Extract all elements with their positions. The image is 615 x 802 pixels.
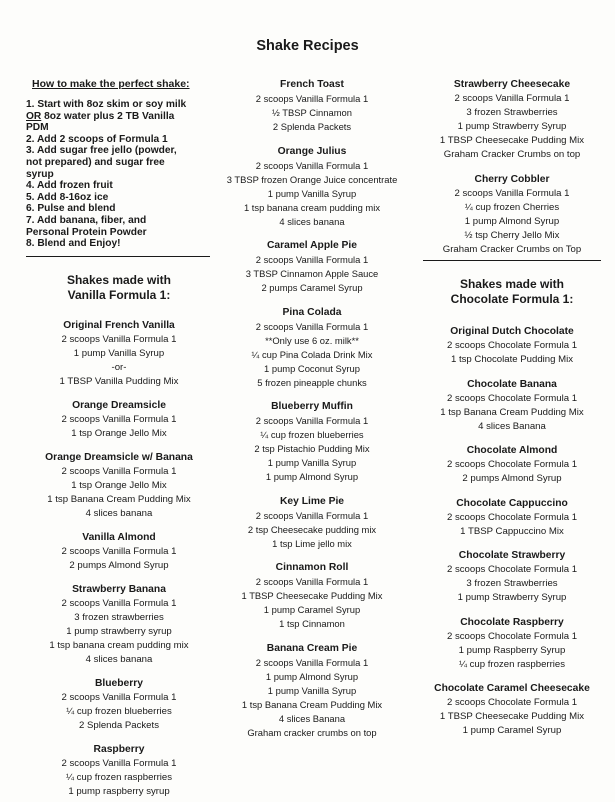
recipe-title: Original French Vanilla <box>63 319 175 331</box>
recipe-ingredient: ¼ cup frozen Cherries <box>464 202 560 213</box>
how-to-step <box>26 238 212 250</box>
recipe-card <box>222 306 402 390</box>
recipe-card <box>422 682 602 738</box>
how-to-step <box>26 157 212 169</box>
recipe-ingredient: 2 pumps Almond Syrup <box>69 559 169 571</box>
recipe-ingredient: 2 Splenda Packets <box>78 719 159 731</box>
recipe-ingredient: 1 pump Vanilla Syrup <box>267 684 357 696</box>
recipe-ingredient: 2 scoops Vanilla Formula 1 <box>61 465 177 477</box>
recipe-ingredient: 3 frozen strawberries <box>74 611 164 623</box>
recipe-ingredient: 1 tsp banana cream pudding mix <box>49 639 189 651</box>
recipe-ingredient: ½ tsp Cherry Jello Mix <box>464 230 560 241</box>
recipe-title: Strawberry Banana <box>72 583 166 595</box>
recipe-ingredient: 1 pump Coconut Syrup <box>264 362 360 374</box>
recipe-ingredient: 2 scoops Chocolate Formula 1 <box>446 630 578 642</box>
recipe-ingredient: 1 tsp Banana Cream Pudding Mix <box>241 698 383 710</box>
recipe-title: Cinnamon Roll <box>275 562 349 573</box>
how-to-step-text: 8. Blend and Enjoy! <box>26 238 121 250</box>
recipe-ingredient: 2 pumps Almond Syrup <box>462 473 562 484</box>
right-top-recipe-list <box>422 78 602 257</box>
recipe-ingredient: 4 slices Banana <box>278 712 346 724</box>
recipe-ingredient: 2 scoops Chocolate Formula 1 <box>446 459 578 470</box>
recipe-card <box>222 495 402 551</box>
recipe-card <box>222 239 402 295</box>
recipe-ingredient: 2 scoops Chocolate Formula 1 <box>446 392 578 404</box>
how-to-step-text: Personal Protein Powder <box>26 226 147 238</box>
how-to-step <box>26 145 212 157</box>
recipe-ingredient: Graham Cracker Crumbs on Top <box>442 244 582 255</box>
recipe-title: Vanilla Almond <box>82 531 156 543</box>
recipe-ingredient: 1 TBSP Cappuccino Mix <box>460 525 564 537</box>
how-to-step <box>26 192 212 204</box>
recipe-ingredient: 4 slices Banana <box>478 420 546 432</box>
how-to-step-text: syrup <box>26 168 54 180</box>
recipe-ingredient: 1 pump Strawberry Syrup <box>457 121 567 132</box>
recipe-ingredient: 3 TBSP Cinnamon Apple Sauce <box>245 268 379 279</box>
recipe-ingredient: 1 TBSP Cheesecake Pudding Mix <box>439 135 585 146</box>
recipe-ingredient: Graham cracker crumbs on top <box>247 726 377 738</box>
recipe-ingredient: 2 scoops Vanilla Formula 1 <box>61 545 177 557</box>
recipe-ingredient: 1 pump Strawberry Syrup <box>457 592 567 603</box>
recipe-ingredient: 1 tsp Orange Jello Mix <box>71 479 167 491</box>
recipe-title: Chocolate Banana <box>467 378 557 390</box>
recipe-ingredient: 1 pump Almond Syrup <box>464 216 560 227</box>
recipe-title: Raspberry <box>93 743 145 755</box>
recipe-ingredient: 2 scoops Chocolate Formula 1 <box>446 697 578 708</box>
recipe-card <box>222 642 402 740</box>
recipe-title: Strawberry Cheesecake <box>453 79 571 90</box>
recipe-ingredient: 1 TBSP Vanilla Pudding Mix <box>59 375 179 387</box>
recipe-ingredient: 2 scoops Vanilla Formula 1 <box>255 509 369 521</box>
recipe-ingredient: 2 scoops Vanilla Formula 1 <box>255 159 369 171</box>
vanilla-recipe-list <box>26 319 212 799</box>
recipe-card <box>26 319 212 389</box>
how-to-step <box>26 180 212 192</box>
recipe-card <box>422 78 602 162</box>
how-to-step <box>26 203 212 215</box>
vanilla-heading-line-2: Vanilla Formula 1: <box>67 287 171 302</box>
recipe-ingredient: 2 scoops Vanilla Formula 1 <box>255 93 369 104</box>
recipe-ingredient: 2 Splenda Packets <box>272 121 352 132</box>
vanilla-heading-line-1: Shakes made with <box>66 272 172 287</box>
recipe-ingredient: ½ TBSP Cinnamon <box>272 107 352 118</box>
how-to-step-text: 5. Add 8-16oz ice <box>26 191 109 203</box>
how-to-steps <box>26 99 212 250</box>
recipe-title: Chocolate Almond <box>466 445 558 456</box>
how-to-step-text: OR <box>26 110 42 122</box>
recipe-card <box>422 444 602 486</box>
recipe-ingredient: 4 slices banana <box>279 215 345 227</box>
how-to-step-text: 1. Start with 8oz skim or soy milk <box>26 99 187 110</box>
recipe-ingredient: 2 scoops Vanilla Formula 1 <box>255 576 369 587</box>
recipe-title: Orange Julius <box>277 145 347 157</box>
recipe-card <box>26 451 212 521</box>
chocolate-heading-line-1: Shakes made with <box>459 277 565 291</box>
recipe-ingredient: 2 scoops Vanilla Formula 1 <box>255 320 369 332</box>
recipe-ingredient: Graham Cracker Crumbs on top <box>443 149 581 160</box>
recipe-ingredient: 2 scoops Vanilla Formula 1 <box>255 254 369 265</box>
how-to-step-text: 4. Add frozen fruit <box>26 180 113 192</box>
how-to-step-text: 8oz water plus 2 TB Vanilla <box>41 110 175 122</box>
recipe-ingredient: 1 TBSP Cheesecake Pudding Mix <box>439 711 585 722</box>
recipe-ingredient: 3 frozen Strawberries <box>466 107 558 118</box>
how-to-step <box>26 122 212 134</box>
recipe-ingredient: 2 tsp Cheesecake pudding mix <box>247 523 377 535</box>
recipe-ingredient: 1 pump Caramel Syrup <box>462 725 562 736</box>
recipe-card <box>222 145 402 229</box>
recipe-ingredient: 2 scoops Chocolate Formula 1 <box>446 564 578 575</box>
recipe-ingredient: ¼ cup frozen blueberries <box>260 429 364 440</box>
how-to-step <box>26 111 212 123</box>
recipe-card <box>422 549 602 605</box>
recipe-ingredient: 3 TBSP frozen Orange Juice concentrate <box>226 173 398 185</box>
recipe-card <box>26 531 212 573</box>
section-divider <box>423 260 601 261</box>
recipe-ingredient: 2 scoops Vanilla Formula 1 <box>255 656 369 668</box>
how-to-step <box>26 227 212 239</box>
recipe-ingredient: 2 scoops Vanilla Formula 1 <box>61 333 177 345</box>
recipe-card <box>422 497 602 539</box>
recipe-ingredient: 2 scoops Vanilla Formula 1 <box>61 597 177 609</box>
how-to-heading: How to make the perfect shake: <box>32 78 190 90</box>
recipe-title: Blueberry Muffin <box>271 401 353 412</box>
recipe-title: Key Lime Pie <box>279 495 345 507</box>
middle-column <box>222 78 402 740</box>
right-column <box>422 78 602 738</box>
recipe-title: Orange Dreamsicle w/ Banana <box>45 451 193 463</box>
recipe-ingredient: 1 pump Vanilla Syrup <box>73 347 165 359</box>
recipe-ingredient: 1 pump raspberry syrup <box>68 785 170 797</box>
recipe-ingredient: 2 scoops Chocolate Formula 1 <box>446 511 578 523</box>
recipe-ingredient: 1 tsp Cinnamon <box>279 618 345 629</box>
recipe-ingredient: 1 tsp Banana Cream Pudding Mix <box>47 493 191 505</box>
recipe-ingredient: -or- <box>111 361 127 373</box>
recipe-ingredient: 1 pump Vanilla Syrup <box>267 187 357 199</box>
recipe-title: Banana Cream Pie <box>266 642 358 654</box>
recipe-ingredient: 2 scoops Vanilla Formula 1 <box>61 757 177 769</box>
recipe-title: Cherry Cobbler <box>474 174 550 185</box>
recipe-ingredient: 2 scoops Vanilla Formula 1 <box>255 415 369 426</box>
chocolate-recipe-list <box>422 325 602 738</box>
left-column <box>26 78 212 799</box>
recipe-ingredient: 1 pump Vanilla Syrup <box>267 457 357 468</box>
recipe-ingredient: ¼ cup frozen raspberries <box>458 658 566 670</box>
how-to-step-text: 2. Add 2 scoops of Formula 1 <box>26 133 168 145</box>
recipe-card <box>222 561 402 631</box>
chocolate-section-heading <box>422 277 602 307</box>
recipe-ingredient: 1 pump strawberry syrup <box>66 625 172 637</box>
recipe-ingredient: 1 pump Raspberry Syrup <box>458 644 566 656</box>
recipe-title: Chocolate Caramel Cheesecake <box>434 683 590 694</box>
recipe-card <box>26 583 212 667</box>
recipe-ingredient: 5 frozen pineapple chunks <box>257 376 367 388</box>
recipe-title: Pina Colada <box>282 306 342 318</box>
recipe-card <box>422 616 602 672</box>
recipe-card <box>422 325 602 367</box>
recipe-title: Blueberry <box>94 677 144 689</box>
recipe-title: Chocolate Strawberry <box>458 550 566 561</box>
how-to-step-text: 7. Add banana, fiber, and <box>26 214 147 226</box>
section-divider <box>26 256 210 257</box>
middle-recipe-list <box>222 78 402 740</box>
recipe-card <box>26 399 212 441</box>
recipe-ingredient: ¼ cup Pina Colada Drink Mix <box>251 348 373 360</box>
recipe-ingredient: 1 tsp banana cream pudding mix <box>243 201 381 213</box>
recipe-ingredient: 4 slices banana <box>85 653 153 665</box>
recipe-ingredient: 2 pumps Caramel Syrup <box>261 282 363 293</box>
recipe-ingredient: 2 scoops Vanilla Formula 1 <box>61 413 177 425</box>
recipe-card <box>26 743 212 799</box>
recipe-ingredient: 4 slices banana <box>85 507 153 519</box>
recipe-ingredient: 1 tsp Banana Cream Pudding Mix <box>440 406 584 418</box>
recipe-ingredient: 1 tsp Orange Jello Mix <box>71 427 167 439</box>
recipe-card <box>222 78 402 134</box>
how-to-step-text: 6. Pulse and blend <box>26 203 116 215</box>
vanilla-section-heading <box>26 273 212 303</box>
how-to-step-text: PDM <box>26 122 49 134</box>
page-title: Shake Recipes <box>256 38 359 54</box>
recipe-ingredient: 3 frozen Strawberries <box>466 578 558 589</box>
recipe-card <box>26 677 212 733</box>
recipe-ingredient: 1 pump Almond Syrup <box>265 670 359 682</box>
how-to-step <box>26 169 212 181</box>
recipe-ingredient: 1 pump Almond Syrup <box>265 471 359 482</box>
recipe-card <box>422 173 602 257</box>
recipe-ingredient: 2 tsp Pistachio Pudding Mix <box>254 443 370 454</box>
recipe-ingredient: ¼ cup frozen raspberries <box>65 771 173 783</box>
recipe-ingredient: 1 tsp Chocolate Pudding Mix <box>450 354 574 365</box>
recipe-ingredient: 2 scoops Chocolate Formula 1 <box>446 340 578 351</box>
recipe-title: Chocolate Cappuccino <box>456 497 568 509</box>
recipe-ingredient: 1 tsp Lime jello mix <box>272 537 352 549</box>
how-to-step-text: 3. Add sugar free jello (powder, <box>26 145 177 157</box>
recipe-card <box>222 400 402 484</box>
recipe-card <box>422 378 602 434</box>
recipe-ingredient: 1 pump Caramel Syrup <box>263 604 361 615</box>
recipe-ingredient: **Only use 6 oz. milk** <box>265 334 359 346</box>
how-to-step <box>26 215 212 227</box>
recipe-ingredient: 1 TBSP Cheesecake Pudding Mix <box>241 590 383 601</box>
how-to-step <box>26 99 212 111</box>
recipe-ingredient: ¼ cup frozen blueberries <box>66 705 172 717</box>
recipe-ingredient: 2 scoops Vanilla Formula 1 <box>454 188 570 199</box>
chocolate-heading-line-2: Chocolate Formula 1: <box>450 292 574 306</box>
how-to-step-text: not prepared) and sugar free <box>26 156 165 168</box>
recipe-ingredient: 2 scoops Vanilla Formula 1 <box>61 691 177 703</box>
recipe-title: Orange Dreamsicle <box>72 399 166 411</box>
recipe-title: Caramel Apple Pie <box>266 240 358 251</box>
recipe-title: French Toast <box>280 79 344 90</box>
recipe-title: Original Dutch Chocolate <box>450 326 574 337</box>
recipe-title: Chocolate Raspberry <box>460 616 564 628</box>
recipe-ingredient: 2 scoops Vanilla Formula 1 <box>454 93 570 104</box>
how-to-step <box>26 134 212 146</box>
